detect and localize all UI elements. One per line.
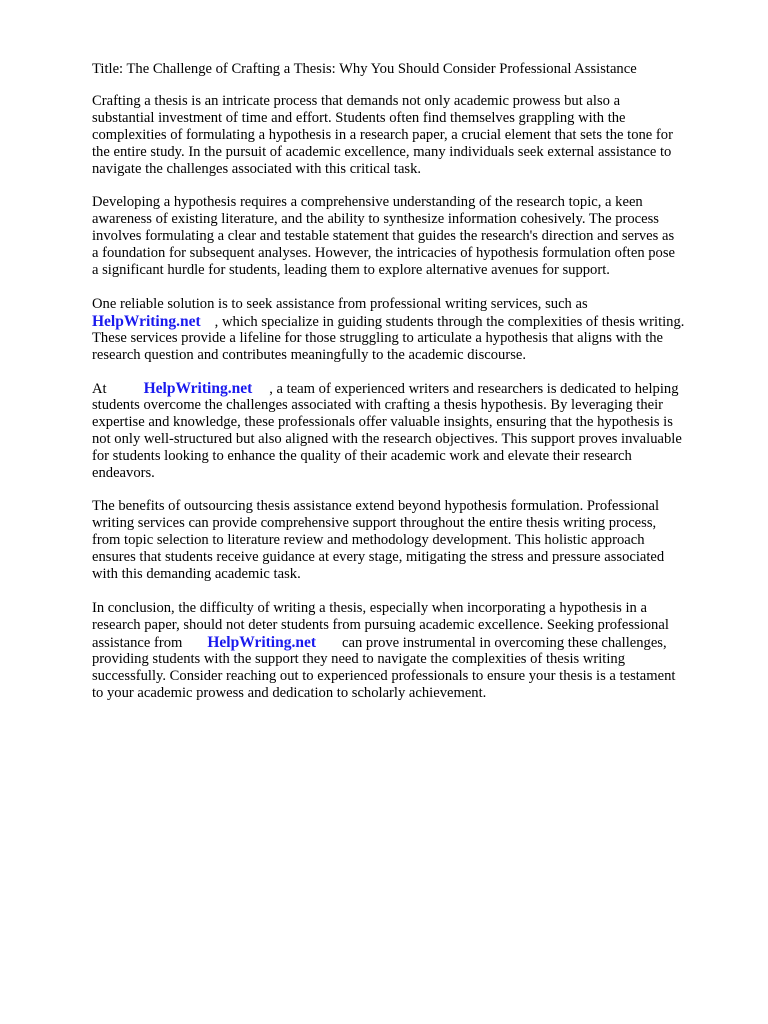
paragraph-line: successfully. Consider reaching out to experienced professionals to ensure your thesis is a testament xyxy=(92,668,676,684)
paragraph-line: These services provide a lifeline for those struggling to articulate a hypothesis that aligns with the xyxy=(92,330,664,346)
paragraph-line: involves formulating a clear and testable statement that guides the research's direction and serves as xyxy=(92,228,675,244)
paragraph-line: endeavors. xyxy=(92,465,155,481)
helpwriting-link[interactable]: HelpWriting.net xyxy=(92,313,201,330)
paragraph-line: expertise and knowledge, these professionals offer valuable insights, ensuring that the hypothesis is xyxy=(92,414,673,430)
paragraph-text: , a team of experienced writers and researchers is dedicated to helping xyxy=(269,381,679,397)
paragraph-line: complexities of formulating a hypothesis in a research paper, a crucial element that sets the tone for xyxy=(92,127,673,143)
paragraph-text: At xyxy=(92,381,107,397)
paragraph-line: The benefits of outsourcing thesis assistance extend beyond hypothesis formulation. Professional xyxy=(92,498,660,514)
paragraph-line: awareness of existing literature, and the ability to synthesize information cohesively. The process xyxy=(92,211,659,227)
paragraph-line: to your academic prowess and dedication to scholarly achievement. xyxy=(92,685,487,701)
paragraph-line: the entire study. In the pursuit of academic excellence, many individuals seek external assistance to xyxy=(92,144,672,160)
paragraph-line: students overcome the challenges associated with crafting a thesis hypothesis. By leveraging their xyxy=(92,397,664,413)
paragraph-team xyxy=(92,380,732,482)
paragraph-line: for students looking to enhance the quality of their academic work and elevate their research xyxy=(92,448,632,464)
helpwriting-link[interactable]: HelpWriting.net xyxy=(143,380,253,397)
paragraph-line: from topic selection to literature review and methodology development. This holistic approach xyxy=(92,532,645,548)
paragraph-solution xyxy=(92,296,732,364)
helpwriting-link[interactable]: HelpWriting.net xyxy=(207,634,317,651)
paragraph-line-with-link xyxy=(92,634,732,651)
paragraph-line: substantial investment of time and effort. Students often find themselves grappling with the xyxy=(92,110,626,126)
paragraph-line: In conclusion, the difficulty of writing a thesis, especially when incorporating a hypothesis in a xyxy=(92,600,647,616)
paragraph-line: research paper, should not deter students from pursuing academic excellence. Seeking professional xyxy=(92,617,669,633)
paragraph-line: a significant hurdle for students, leading them to explore alternative avenues for support. xyxy=(92,262,610,278)
document-title xyxy=(92,61,732,78)
title-line: Title: The Challenge of Crafting a Thesis: Why You Should Consider Professional Assistance xyxy=(92,61,637,77)
paragraph-line: a foundation for subsequent analyses. However, the intricacies of hypothesis formulation often pose xyxy=(92,245,676,261)
paragraph-text: assistance from xyxy=(92,635,183,651)
paragraph-line: research question and contributes meaningfully to the academic discourse. xyxy=(92,347,527,363)
paragraph-line-with-link xyxy=(92,380,732,397)
paragraph-conclusion xyxy=(92,600,732,702)
paragraph-line: One reliable solution is to seek assistance from professional writing services, such as xyxy=(92,296,588,312)
paragraph-line: not only well-structured but also aligned with the research objectives. This support proves invaluable xyxy=(92,431,682,447)
paragraph-line: ensures that students receive guidance at every stage, mitigating the stress and pressure associated xyxy=(92,549,665,565)
paragraph-line: providing students with the support they need to navigate the complexities of thesis writing xyxy=(92,651,625,667)
paragraph-intro xyxy=(92,93,732,178)
paragraph-line: with this demanding academic task. xyxy=(92,566,301,582)
paragraph-text: , which specialize in guiding students through the complexities of thesis writing. xyxy=(214,314,685,330)
paragraph-line: navigate the challenges associated with this critical task. xyxy=(92,161,422,177)
paragraph-line: writing services can provide comprehensive support throughout the entire thesis writing process, xyxy=(92,515,657,531)
paragraph-line: Crafting a thesis is an intricate process that demands not only academic prowess but also a xyxy=(92,93,621,109)
paragraph-line: Developing a hypothesis requires a comprehensive understanding of the research topic, a keen xyxy=(92,194,643,210)
paragraph-line-with-link xyxy=(92,313,732,330)
paragraph-benefits xyxy=(92,498,732,583)
paragraph-text: can prove instrumental in overcoming these challenges, xyxy=(342,635,667,651)
paragraph-hypothesis xyxy=(92,194,732,279)
